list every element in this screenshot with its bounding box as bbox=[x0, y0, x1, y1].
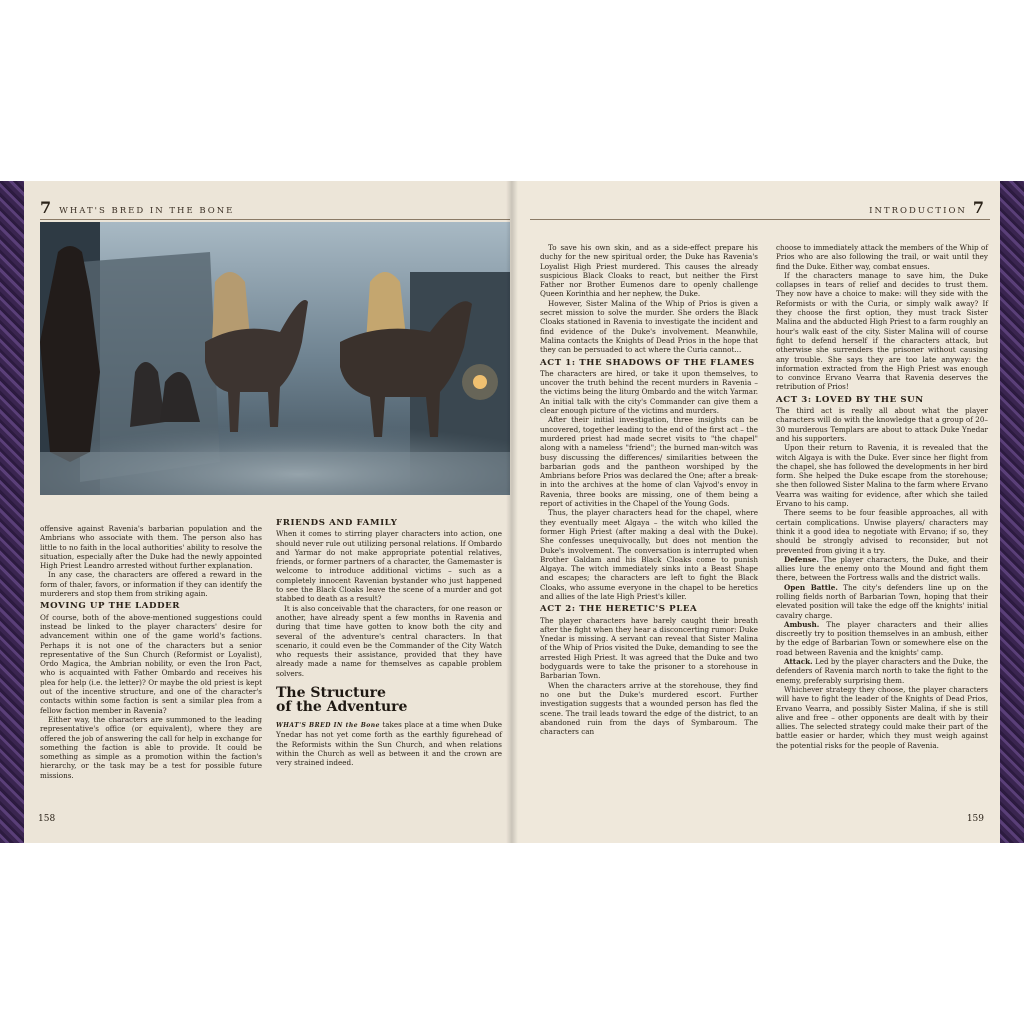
right-page-number: 159 bbox=[966, 814, 984, 824]
left-chapter-number: 7 bbox=[40, 198, 52, 217]
heading-act-3: ACT 3: LOVED BY THE SUN bbox=[776, 394, 924, 405]
book-spread bbox=[0, 181, 1024, 843]
left-column-2 bbox=[276, 519, 502, 768]
paragraph: offensive against Ravenia's barbarian population and the Ambrians who associate with them. The person also has little to no faith in the local authorities' ability to resolve the situation, especially after the Duke had the newly appointed High Priest Leandro arrested without further explanation. bbox=[40, 524, 262, 571]
right-running-header bbox=[869, 198, 984, 217]
heading-act-1: ACT 1: THE SHADOWS OF THE FLAMES bbox=[540, 357, 755, 368]
paragraph: However, Sister Malina of the Whip of Prios is given a secret mission to solve the murder. She orders the Black Cloaks stationed in Ravenia to investigate the incident and find evidence of the Duke's involvement. Meanwhile, Malina contacts the Knights of Dead Prios in the hope that they can be persuaded to act where the Curia cannot... bbox=[540, 298, 758, 355]
right-column-2 bbox=[776, 243, 988, 750]
paragraph: To save his own skin, and as a side-effect prepare his duchy for the new spiritual order, the Duke has Ravenia's Loyalist High Priest murdered. This causes the already suspicious Black Cloaks to react, but neither the First Father nor Brother Eumenos dare to openly challenge Queen Korinthia and her nephew, the Duke. bbox=[540, 243, 758, 299]
book-gutter bbox=[506, 181, 518, 843]
left-running-header bbox=[40, 198, 234, 217]
paragraph: Thus, the player characters head for the chapel, where they eventually meet Algaya – the witch who killed the former High Priest (after making a deal with the Duke). She confesses unequivocally, but does not mention the Duke's involvement. The conversation is interrupted when Brother Galdam and his Black Cloaks come to punish Algaya. The witch immediately sinks into a Beast Shape and escapes; the characters are left to fight the Black Cloaks, who assume everyone in the chapel to be heretics and allies of the late High Priest's killer. bbox=[540, 508, 758, 601]
paragraph: In any case, the characters are offered a reward in the form of thaler, favors, or information if they can identify the murderers and stop them from striking again. bbox=[40, 570, 262, 599]
right-chapter-title: INTRODUCTION bbox=[869, 206, 967, 216]
right-header-rule bbox=[530, 219, 990, 220]
paragraph: Either way, the characters are summoned to the leading representative's office (or equivalent), where they are offered the job of answering the call for help in exchange for something the faction is able to provide. It could be something as simple as a promotion within the faction's hierarchy, or the task may be a test for possible future missions. bbox=[40, 714, 262, 780]
paragraph: When the characters arrive at the storehouse, they find no one but the Duke's murdered escort. Further investigation suggests that a wounded person has fled the scene. The trail leads toward the edge of the district, to an abandoned ruin from the days of Symbaroum. The characters can bbox=[540, 680, 758, 737]
heading-moving-up: MOVING UP THE LADDER bbox=[40, 601, 181, 612]
paragraph: There seems to be four feasible approaches, all with certain complications. Unwise players/ characters may think it a good idea to negotiate with Ervano; if so, they should be strongly advised to reconsider, but not prevented from giving it a try. bbox=[776, 508, 988, 555]
paragraph: WHAT'S BRED IN the Bone takes place at a time when Duke Ynedar has not yet come forth as the earthly figurehead of the Reformists within the Sun Church, and when relations within the Church as well as between it and the crown are very strained indeed. bbox=[276, 720, 502, 768]
heading-friends-family: FRIENDS AND FAMILY bbox=[276, 518, 398, 528]
paragraph: When it comes to stirring player characters into action, one should never rule out utilizing personal relations. If Ombardo and Yarmar do not make appropriate potential relatives, friends, or former partners of a character, the Gamemaster is welcome to introduce additional victims – such as a completely innocent Ravenian bystander who just happened to see the Black Cloaks leave the scene of a murder and got stabbed to death as a result? bbox=[276, 529, 502, 604]
right-page bbox=[512, 181, 1000, 843]
paragraph: After their initial investigation, three insights can be uncovered, together leading to the end of the first act – the murdered priest had made secret visits to "the chapel" along with a nameless "friend"; the burned man-witch was busy discussing the differences/ similarities between the barbarian gods and the pantheon worshiped by the Ambrians before Prios was declared the One; after a break-in into the archives at the home of clan Vajvod's envoy in Ravenia, three books are missing, one of them being a report of activities in the Chapel of the Young Gods. bbox=[540, 415, 758, 509]
paragraph: It is also conceivable that the characters, for one reason or another, have already spent a few months in Ravenia and during that time have gotten to know both the city and several of the adventure's central characters. In that scenario, it could even be the Commander of the City Watch who requests their assistance, provided that they have already made a name for themselves as capable problem solvers. bbox=[276, 603, 502, 678]
section-title-structure: The Structure of the Adventure bbox=[276, 685, 408, 716]
paragraph: Upon their return to Ravenia, it is revealed that the witch Algaya is with the Duke. Ever since her flight from the chapel, she has followed the developments in her bird form. She helped the Duke escape from the storehouse; she then followed Sister Malina to the farm where Ervano Vearra was waiting for evidence, after which she tailed Ervano to his camp. bbox=[776, 443, 988, 509]
right-ornamental-border bbox=[1000, 181, 1024, 843]
paragraph-attack: Attack. Led by the player characters and the Duke, the defenders of Ravenia march north to take the fight to the enemy, preferably surprising them. bbox=[776, 657, 988, 685]
heading-act-2: ACT 2: THE HERETIC'S PLEA bbox=[540, 604, 698, 615]
paragraph: The characters are hired, or take it upon themselves, to uncover the truth behind the recent murders in Ravenia – the victims being the liturg Ombardo and the witch Yarmar. An initial talk with the city's Commander can give them a clear enough picture of the victims and murders. bbox=[540, 368, 758, 416]
paragraph: Whichever strategy they choose, the player characters will have to fight the leader of the Knights of Dead Prios, Ervano Vearra, and possibly Sister Malina, if she is still alive and free – other opponents are dealt with by their allies. The selected strategy could make their part of the battle easier or harder, which they must weigh against the potential risks for the people of Ravenia. bbox=[776, 684, 988, 750]
right-column-1 bbox=[540, 243, 758, 736]
paragraph: choose to immediately attack the members of the Whip of Prios who are also following the trail, or wait until they find the Duke. Either way, combat ensues. bbox=[776, 243, 988, 271]
left-header-rule bbox=[40, 219, 510, 220]
left-chapter-title: WHAT'S BRED IN THE BONE bbox=[59, 206, 235, 216]
paragraph-open-battle: Open Battle. The city's defenders line up on the rolling fields north of Barbarian Town, hoping that their elevated position will take the edge off the knights' initial cavalry charge. bbox=[776, 582, 989, 620]
left-page bbox=[24, 181, 512, 843]
paragraph: The third act is really all about what the player characters will do with the knowledge that a group of 20–30 murderous Templars are about to attack Duke Ynedar and his supporters. bbox=[776, 406, 988, 443]
right-chapter-number: 7 bbox=[972, 198, 984, 217]
paragraph: If the characters manage to save him, the Duke collapses in tears of relief and decides to trust them. They now have a choice to make: will they side with the Reformists or with the Curia, or simply walk away? If they choose the first option, they must track Sister Malina and the abducted High Priest to a farm roughly an hour's walk east of the city. Sister Malina will of course fight to defend herself if the characters attack, but otherwise she surrenders the prisoner without causing any trouble. She says they are too late anyway: the information extracted from the High Priest was enough to convince Ervano Vearra that Ravenia deserves the retribution of Prios! bbox=[776, 270, 988, 392]
paragraph-defense: Defense. The player characters, the Duke, and their allies lure the enemy onto the Mound and fight them there, between the Fortress walls and the district walls. bbox=[776, 554, 988, 583]
paragraph: The player characters have barely caught their breath after the fight when they hear a disconcerting rumor: Duke Ynedar is missing. A servant can reveal that Sister Malina of the Whip of Prios visited the Duke, demanding to see the arrested High Priest. It was agreed that the Duke and two bodyguards were to take the prisoner to a storehouse in Barbarian Town. bbox=[540, 615, 758, 681]
left-page-number: 158 bbox=[38, 814, 56, 824]
left-column-1 bbox=[40, 524, 262, 780]
paragraph: Of course, both of the above-mentioned suggestions could instead be linked to the player characters' desire for advancement within one of the game world's factions. Perhaps it is not one of the characters but a senior representative of the Sun Church (Reformist or Loyalist), Ordo Magica, the Ambrian nobility, or even the Iron Pact, who is acquainted with Father Ombardo and receives his plea for help (i.e. the letter)? Or maybe the old priest is kept out of the incentive structure, and one of the character's contacts within some faction is sent a similar plea from a fellow faction member in Ravenia? bbox=[40, 612, 262, 715]
left-ornamental-border bbox=[0, 181, 24, 843]
illustration-riders bbox=[40, 222, 510, 495]
paragraph-ambush: Ambush. The player characters and their allies discreetly try to position themselves in an ambush, either by the edge of Barbarian Town or somewhere else on the road between Ravenia and the knights' camp. bbox=[776, 619, 988, 657]
